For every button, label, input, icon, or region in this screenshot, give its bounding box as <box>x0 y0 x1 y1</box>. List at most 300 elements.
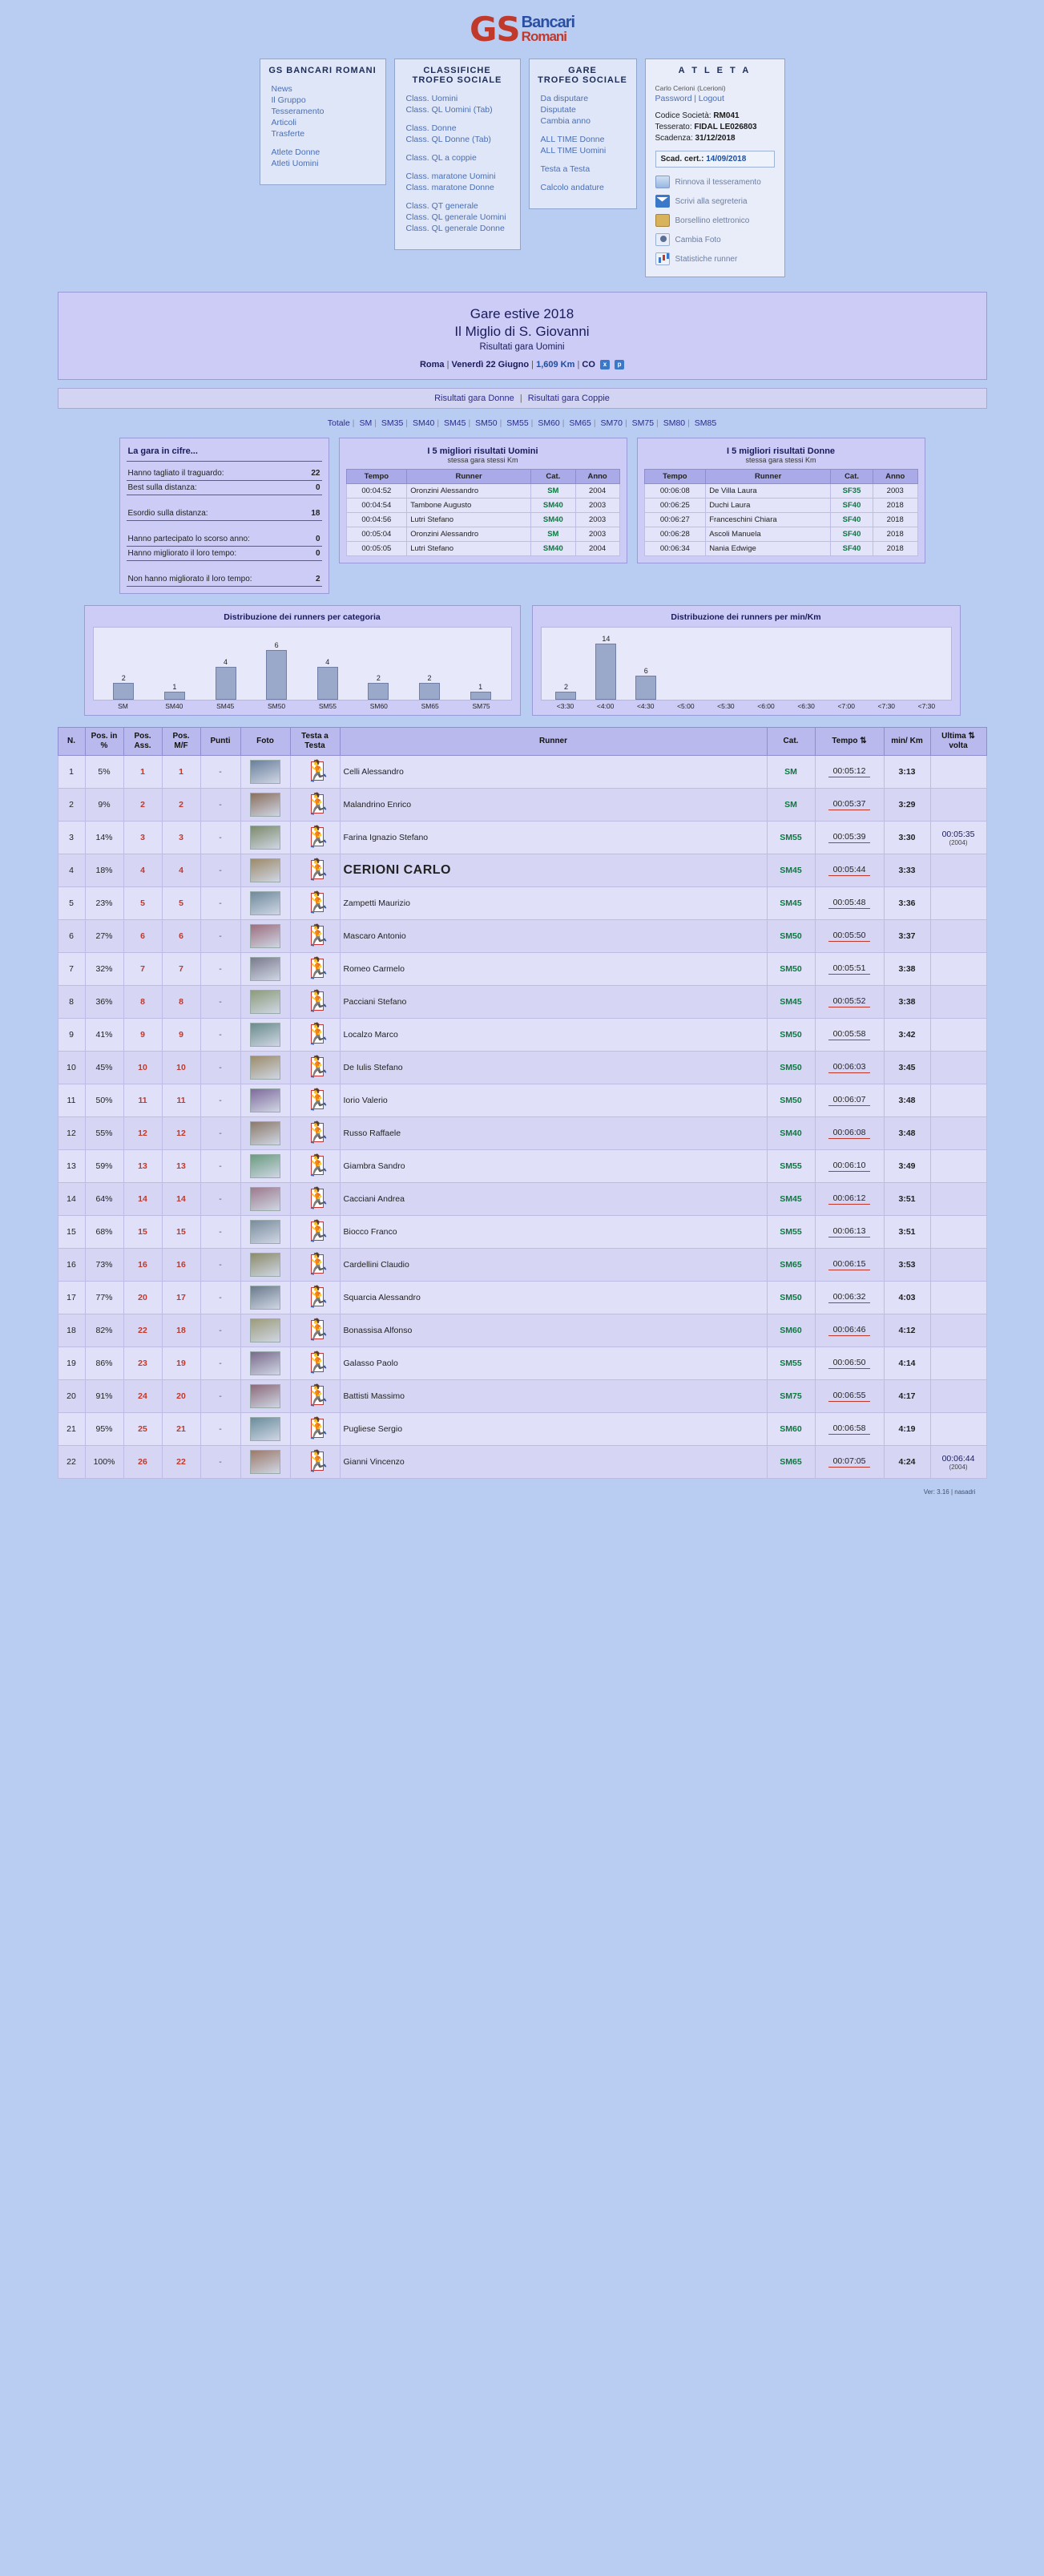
cell-runner[interactable] <box>340 1183 767 1216</box>
runner-name[interactable]: Celli Alessandro <box>343 767 404 777</box>
cell-foto[interactable] <box>240 1052 290 1084</box>
tempo-value: 00:05:52 <box>828 996 871 1007</box>
cell-cat: SM45 <box>767 1183 815 1216</box>
menu-group <box>267 147 379 169</box>
col-punti[interactable]: Punti <box>200 728 240 756</box>
avatar[interactable] <box>250 957 280 981</box>
cell-runner[interactable] <box>340 789 767 822</box>
action-scrivi-segreteria[interactable] <box>652 192 778 211</box>
action-statistiche-runner[interactable] <box>652 249 778 269</box>
avatar[interactable] <box>250 858 280 882</box>
runner-name[interactable]: Galasso Paolo <box>343 1359 398 1369</box>
menu-item-atleti-uomini[interactable]: Atleti Uomini <box>271 159 319 168</box>
bar-column <box>200 628 252 700</box>
testa-a-testa-icon[interactable]: 🏃 <box>304 989 331 1014</box>
col-minkm[interactable]: min/ Km <box>884 728 930 756</box>
category-filter-sm40[interactable]: SM40 <box>412 418 435 429</box>
bar <box>216 667 236 700</box>
cell-pos-ass: 16 <box>123 1249 162 1282</box>
cell-testa-a-testa[interactable] <box>290 756 340 789</box>
testa-a-testa-icon[interactable]: 🏃 <box>304 890 331 915</box>
cell-pos-ass: 4 <box>123 854 162 887</box>
cell-foto[interactable] <box>240 1084 290 1117</box>
cell-runner[interactable] <box>340 1216 767 1249</box>
category-filter-sm45[interactable]: SM45 <box>444 418 466 429</box>
gara-in-cifre-box <box>119 438 329 594</box>
bar <box>113 683 134 700</box>
cell-ultima-volta <box>930 1282 986 1314</box>
avatar[interactable] <box>250 1318 280 1343</box>
cell-foto[interactable] <box>240 1249 290 1282</box>
testa-a-testa-icon[interactable]: 🏃 <box>304 1153 331 1178</box>
testa-a-testa-icon[interactable]: 🏃 <box>304 1120 331 1145</box>
menu-item-testa-a-testa[interactable]: Testa a Testa <box>540 164 591 174</box>
cell-cat: SM60 <box>767 1413 815 1446</box>
cell-tempo: 00:04:54 <box>346 499 407 513</box>
avatar[interactable] <box>250 826 280 850</box>
avatar[interactable] <box>250 1056 280 1080</box>
cell-testa-a-testa[interactable] <box>290 1282 340 1314</box>
cell-foto[interactable] <box>240 986 290 1019</box>
avatar[interactable] <box>250 891 280 915</box>
cell-runner[interactable] <box>340 756 767 789</box>
cell-runner: Lutri Stefano <box>407 542 531 556</box>
cell-testa-a-testa[interactable] <box>290 1117 340 1150</box>
avatar[interactable] <box>250 1220 280 1244</box>
cell-foto[interactable] <box>240 756 290 789</box>
testa-a-testa-icon[interactable]: 🏃 <box>304 923 331 948</box>
col-pos-perc[interactable]: Pos. in % <box>85 728 123 756</box>
avatar[interactable] <box>250 1187 280 1211</box>
testa-a-testa-icon[interactable]: 🏃 <box>304 1022 331 1047</box>
cell-pos-mf: 16 <box>162 1249 200 1282</box>
cell-testa-a-testa[interactable] <box>290 1249 340 1282</box>
cell-cat: SM55 <box>767 1216 815 1249</box>
menu-item-class-maratone-donne[interactable]: Class. maratone Donne <box>405 183 494 192</box>
cell-testa-a-testa[interactable] <box>290 1380 340 1413</box>
x-tick-label: <7:00 <box>837 702 855 711</box>
cell-runner[interactable] <box>340 854 767 887</box>
cell-testa-a-testa[interactable] <box>290 1446 340 1479</box>
menu-item-disputate[interactable]: Disputate <box>540 105 576 115</box>
testa-a-testa-icon[interactable]: 🏃 <box>304 792 331 817</box>
link-risultati-coppie[interactable]: Risultati gara Coppie <box>527 394 610 404</box>
menu-item-atlete-donne[interactable]: Atlete Donne <box>271 147 320 157</box>
cell-runner[interactable] <box>340 1084 767 1117</box>
table-row[interactable] <box>58 1216 986 1249</box>
certificate-expiry-badge <box>655 151 775 168</box>
bar <box>470 692 491 700</box>
action-rinnova-tesseramento[interactable] <box>652 172 778 192</box>
testa-a-testa-icon[interactable]: 🏃 <box>304 858 331 882</box>
cell-testa-a-testa[interactable] <box>290 822 340 854</box>
cell-cat: SM <box>767 756 815 789</box>
table-row[interactable] <box>58 1446 986 1479</box>
menu-item-class-donne[interactable]: Class. Donne <box>405 123 457 133</box>
cell-foto[interactable] <box>240 953 290 986</box>
avatar[interactable] <box>250 793 280 817</box>
cell-testa-a-testa[interactable] <box>290 1413 340 1446</box>
cell-punti: - <box>200 1084 240 1117</box>
col-anno: Anno <box>873 470 917 484</box>
cell-runner[interactable] <box>340 953 767 986</box>
race-title-box <box>58 292 987 380</box>
testa-a-testa-icon[interactable]: 🏃 <box>304 1252 331 1277</box>
cell-testa-a-testa[interactable] <box>290 1150 340 1183</box>
cell-runner: Lutri Stefano <box>407 513 531 527</box>
bar-value-label: 1 <box>478 683 483 692</box>
action-label: Statistiche runner <box>675 254 738 264</box>
runner-name[interactable]: Romeo Carmelo <box>343 964 405 975</box>
menu-item-class-ql-uomini-tab[interactable]: Class. QL Uomini (Tab) <box>405 105 493 115</box>
cell-foto[interactable] <box>240 1216 290 1249</box>
menu-item-alltime-uomini[interactable]: ALL TIME Uomini <box>540 146 607 155</box>
menu-item-tesseramento[interactable]: Tesseramento <box>271 107 324 116</box>
avatar[interactable] <box>250 1023 280 1047</box>
testa-a-testa-icon[interactable]: 🏃 <box>304 759 331 784</box>
cell-testa-a-testa[interactable] <box>290 920 340 953</box>
cell-minkm: 3:51 <box>884 1183 930 1216</box>
table-row[interactable] <box>58 986 986 1019</box>
testa-a-testa-icon[interactable]: 🏃 <box>304 1088 331 1112</box>
cell-foto[interactable] <box>240 854 290 887</box>
action-cambia-foto[interactable] <box>652 230 778 249</box>
cell-foto[interactable] <box>240 822 290 854</box>
cell-anno: 2018 <box>873 513 917 527</box>
menu-item-class-ql-donne-tab[interactable]: Class. QL Donne (Tab) <box>405 135 491 144</box>
tempo-value: 00:06:32 <box>828 1292 871 1303</box>
cell-punti: - <box>200 1249 240 1282</box>
avatar[interactable] <box>250 1121 280 1145</box>
runner-name[interactable]: De Iulis Stefano <box>343 1063 403 1073</box>
col-ultima-volta[interactable]: Ultima ⇅ volta <box>930 728 986 756</box>
runner-name[interactable]: Farina Ignazio Stefano <box>343 833 429 843</box>
tempo-value: 00:06:12 <box>828 1193 871 1205</box>
cell-punti: - <box>200 1216 240 1249</box>
category-filter-sm75[interactable]: SM75 <box>631 418 655 429</box>
table-row[interactable] <box>58 920 986 953</box>
cell-runner: Oronzini Alessandro <box>407 484 531 499</box>
cell-runner[interactable] <box>340 1249 767 1282</box>
cell-tempo <box>815 1183 884 1216</box>
cell-anno: 2018 <box>873 542 917 556</box>
cell-cat: SM60 <box>767 1314 815 1347</box>
menu-item-class-ql-generale-donne[interactable]: Class. QL generale Donne <box>405 224 505 233</box>
avatar[interactable] <box>250 1286 280 1310</box>
avatar[interactable] <box>250 1154 280 1178</box>
bar <box>368 683 389 700</box>
cell-ultima-volta <box>930 986 986 1019</box>
cell-cat: SM50 <box>767 953 815 986</box>
menu-item-class-uomini[interactable]: Class. Uomini <box>405 94 458 103</box>
testa-a-testa-icon[interactable]: 🏃 <box>304 1318 331 1343</box>
menu-item-cambia-anno[interactable]: Cambia anno <box>540 116 591 126</box>
cell-testa-a-testa[interactable] <box>290 1183 340 1216</box>
testa-a-testa-icon[interactable]: 🏃 <box>304 1285 331 1310</box>
cell-anno: 2003 <box>575 513 619 527</box>
runner-name[interactable]: Cacciani Andrea <box>343 1194 405 1205</box>
meta-sep: | <box>531 360 534 369</box>
col-tempo[interactable]: Tempo ⇅ <box>815 728 884 756</box>
cell-testa-a-testa[interactable] <box>290 953 340 986</box>
cell-pos-mf: 19 <box>162 1347 200 1380</box>
cell-foto[interactable] <box>240 1347 290 1380</box>
cell-foto[interactable] <box>240 1282 290 1314</box>
cell-foto[interactable] <box>240 789 290 822</box>
cell-foto[interactable] <box>240 1019 290 1052</box>
cell-runner[interactable] <box>340 1052 767 1084</box>
cell-foto[interactable] <box>240 1183 290 1216</box>
menu-item-calcolo-andature[interactable]: Calcolo andature <box>540 183 604 192</box>
runner-name[interactable]: Biocco Franco <box>343 1227 397 1238</box>
cell-runner[interactable] <box>340 1347 767 1380</box>
table-row[interactable] <box>58 887 986 920</box>
avatar[interactable] <box>250 760 280 784</box>
runner-name[interactable]: Localzo Marco <box>343 1030 398 1040</box>
menu-item-articoli[interactable]: Articoli <box>271 118 297 127</box>
cell-testa-a-testa[interactable] <box>290 887 340 920</box>
runner-name[interactable]: Zampetti Maurizio <box>343 898 410 909</box>
cell-runner[interactable] <box>340 1446 767 1479</box>
menu-item-class-qt-generale[interactable]: Class. QT generale <box>405 201 478 211</box>
cell-punti: - <box>200 887 240 920</box>
cell-n: 8 <box>58 986 85 1019</box>
cell-foto[interactable] <box>240 1413 290 1446</box>
cell-pos-mf: 8 <box>162 986 200 1019</box>
cell-runner[interactable] <box>340 887 767 920</box>
runner-name[interactable]: Bonassisa Alfonso <box>343 1326 413 1336</box>
cell-punti: - <box>200 1314 240 1347</box>
excel-export-icon[interactable]: x <box>600 360 610 369</box>
col-cat[interactable]: Cat. <box>767 728 815 756</box>
runner-name[interactable]: Russo Raffaele <box>343 1129 401 1139</box>
testa-a-testa-icon[interactable]: 🏃 <box>304 956 331 981</box>
cell-pos-mf: 1 <box>162 756 200 789</box>
cell-pos-perc: 100% <box>85 1446 123 1479</box>
runner-name[interactable]: Cardellini Claudio <box>343 1260 409 1270</box>
cell-anno: 2004 <box>575 542 619 556</box>
avatar[interactable] <box>250 924 280 948</box>
x-tick-label: <5:30 <box>717 702 735 711</box>
cifre-row <box>127 572 322 587</box>
cell-testa-a-testa[interactable] <box>290 854 340 887</box>
runner-name[interactable]: Mascaro Antonio <box>343 931 406 942</box>
menu-item-class-maratone-uomini[interactable]: Class. maratone Uomini <box>405 172 496 181</box>
cell-runner[interactable] <box>340 1150 767 1183</box>
testa-a-testa-icon[interactable]: 🏃 <box>304 1416 331 1441</box>
cell-runner[interactable] <box>340 1019 767 1052</box>
link-risultati-donne[interactable]: Risultati gara Donne <box>434 394 514 404</box>
cell-runner[interactable] <box>340 920 767 953</box>
cell-testa-a-testa[interactable] <box>290 986 340 1019</box>
site-logo[interactable] <box>0 0 1044 55</box>
table-row[interactable] <box>58 1183 986 1216</box>
print-icon[interactable]: p <box>615 360 624 369</box>
cell-foto[interactable] <box>240 920 290 953</box>
col-pos-mf[interactable]: Pos. M/F <box>162 728 200 756</box>
testa-a-testa-icon[interactable]: 🏃 <box>304 825 331 850</box>
cell-foto[interactable] <box>240 1446 290 1479</box>
table-row[interactable] <box>58 1150 986 1183</box>
cell-runner[interactable] <box>340 1117 767 1150</box>
menu-panel-gs-bancari <box>260 59 386 185</box>
cell-runner[interactable] <box>340 1413 767 1446</box>
table-row[interactable] <box>58 1347 986 1380</box>
table-row[interactable] <box>58 1282 986 1314</box>
cell-pos-ass: 24 <box>123 1380 162 1413</box>
avatar[interactable] <box>250 990 280 1014</box>
cell-runner[interactable] <box>340 1380 767 1413</box>
x-tick-label: SM75 <box>472 702 490 711</box>
cell-minkm: 3:13 <box>884 756 930 789</box>
category-filter-sm50[interactable]: SM50 <box>475 418 498 429</box>
runner-name[interactable]: Malandrino Enrico <box>343 800 412 810</box>
menu-item-trasferte[interactable]: Trasferte <box>271 129 305 139</box>
cell-tempo <box>815 1084 884 1117</box>
cell-cat: SF35 <box>831 484 873 499</box>
bar-column <box>826 628 866 700</box>
cell-pos-perc: 5% <box>85 756 123 789</box>
cell-foto[interactable] <box>240 1150 290 1183</box>
cell-testa-a-testa[interactable] <box>290 1314 340 1347</box>
atleta-username: (Lcerioni) <box>697 84 726 92</box>
cifre-label: Hanno migliorato il loro tempo: <box>127 549 237 559</box>
bar <box>317 667 338 700</box>
col-pos-ass[interactable]: Pos. Ass. <box>123 728 162 756</box>
testa-a-testa-icon[interactable]: 🏃 <box>304 1351 331 1375</box>
menu-item-news[interactable]: News <box>271 84 292 94</box>
cell-testa-a-testa[interactable] <box>290 1019 340 1052</box>
col-runner[interactable]: Runner <box>340 728 767 756</box>
logout-link[interactable]: Logout <box>698 94 724 103</box>
cell-tempo <box>815 1380 884 1413</box>
runner-name[interactable]: Battisti Massimo <box>343 1391 405 1402</box>
cell-anno: 2018 <box>873 527 917 542</box>
cell-tempo <box>815 756 884 789</box>
table-row[interactable] <box>58 756 986 789</box>
cell-ultima-volta <box>930 1117 986 1150</box>
avatar[interactable] <box>250 1351 280 1375</box>
table-row[interactable] <box>58 789 986 822</box>
cell-runner[interactable] <box>340 1282 767 1314</box>
cell-pos-perc: 27% <box>85 920 123 953</box>
menu-item-class-ql-coppie[interactable]: Class. QL a coppie <box>405 153 477 163</box>
password-link[interactable]: Password <box>655 94 692 103</box>
runner-name[interactable]: Giambra Sandro <box>343 1161 405 1172</box>
cell-punti: - <box>200 1282 240 1314</box>
menu-item-da-disputare[interactable]: Da disputare <box>540 94 589 103</box>
cell-tempo <box>815 1347 884 1380</box>
table-row[interactable] <box>58 1380 986 1413</box>
table-row[interactable] <box>58 1314 986 1347</box>
testa-a-testa-icon[interactable]: 🏃 <box>304 1055 331 1080</box>
category-filter-sm85[interactable]: SM85 <box>694 418 717 429</box>
table-row[interactable] <box>58 854 986 887</box>
table-row[interactable] <box>58 953 986 986</box>
category-filter-sm35[interactable]: SM35 <box>381 418 404 429</box>
table-row[interactable] <box>58 1249 986 1282</box>
cell-runner[interactable] <box>340 986 767 1019</box>
bar-column <box>626 628 666 700</box>
testa-a-testa-icon[interactable]: 🏃 <box>304 1449 331 1474</box>
cell-tempo: 00:06:28 <box>644 527 706 542</box>
avatar[interactable] <box>250 1253 280 1277</box>
table-row[interactable] <box>58 1413 986 1446</box>
cell-punti: - <box>200 756 240 789</box>
category-filter-sm[interactable]: SM <box>359 418 373 429</box>
cell-minkm: 3:33 <box>884 854 930 887</box>
cell-foto[interactable] <box>240 887 290 920</box>
avatar[interactable] <box>250 1384 280 1408</box>
col-n[interactable]: N. <box>58 728 85 756</box>
cell-anno: 2003 <box>575 499 619 513</box>
cell-testa-a-testa[interactable] <box>290 1347 340 1380</box>
cell-runner[interactable] <box>340 1314 767 1347</box>
testa-a-testa-icon[interactable]: 🏃 <box>304 1383 331 1408</box>
avatar[interactable] <box>250 1088 280 1112</box>
cell-runner: Ascoli Manuela <box>706 527 831 542</box>
runner-name[interactable]: CERIONI CARLO <box>343 863 451 878</box>
avatar[interactable] <box>250 1417 280 1441</box>
cell-pos-ass: 11 <box>123 1084 162 1117</box>
menu-item-il-gruppo[interactable]: Il Gruppo <box>271 95 306 105</box>
table-row[interactable] <box>58 1019 986 1052</box>
cell-testa-a-testa[interactable] <box>290 1216 340 1249</box>
cell-runner[interactable] <box>340 822 767 854</box>
action-borsellino-elettronico[interactable] <box>652 211 778 230</box>
menu-item-class-ql-generale-uomini[interactable]: Class. QL generale Uomini <box>405 212 506 222</box>
cell-cat: SF40 <box>831 527 873 542</box>
cell-foto[interactable] <box>240 1117 290 1150</box>
menu-item-alltime-donne[interactable]: ALL TIME Donne <box>540 135 605 144</box>
cell-ultima-volta: 00:05:35 (2004) <box>930 822 986 854</box>
col-runner: Runner <box>706 470 831 484</box>
testa-a-testa-icon[interactable]: 🏃 <box>304 1186 331 1211</box>
table-row[interactable] <box>58 822 986 854</box>
cell-minkm: 3:48 <box>884 1084 930 1117</box>
cell-minkm: 3:48 <box>884 1117 930 1150</box>
runner-name[interactable]: Pugliese Sergio <box>343 1424 403 1435</box>
table-row[interactable] <box>58 1052 986 1084</box>
category-filter-sm60[interactable]: SM60 <box>538 418 560 429</box>
table-header-row <box>346 470 619 484</box>
table-row[interactable] <box>58 1084 986 1117</box>
cell-foto[interactable] <box>240 1314 290 1347</box>
cell-ultima-volta <box>930 1314 986 1347</box>
x-tick-label: <4:00 <box>596 702 615 711</box>
category-filter-totale[interactable]: Totale <box>327 418 350 429</box>
cell-pos-perc: 14% <box>85 822 123 854</box>
category-filter-sm55[interactable]: SM55 <box>506 418 529 429</box>
cell-foto[interactable] <box>240 1380 290 1413</box>
runner-name[interactable]: Iorio Valerio <box>343 1096 388 1106</box>
runner-name[interactable]: Pacciani Stefano <box>343 997 407 1007</box>
cell-testa-a-testa[interactable] <box>290 789 340 822</box>
runner-name[interactable]: Gianni Vincenzo <box>343 1457 405 1468</box>
col-runner: Runner <box>407 470 531 484</box>
avatar[interactable] <box>250 1450 280 1474</box>
runner-name[interactable]: Squarcia Alessandro <box>343 1293 421 1303</box>
category-filter-sm65[interactable]: SM65 <box>569 418 591 429</box>
top5-donne-title <box>644 445 918 469</box>
table-row[interactable] <box>58 1117 986 1150</box>
category-filter-sm70[interactable]: SM70 <box>600 418 623 429</box>
cell-testa-a-testa[interactable] <box>290 1052 340 1084</box>
testa-a-testa-icon[interactable]: 🏃 <box>304 1219 331 1244</box>
category-filter-sm80[interactable]: SM80 <box>663 418 686 429</box>
cell-testa-a-testa[interactable] <box>290 1084 340 1117</box>
cell-n: 16 <box>58 1249 85 1282</box>
